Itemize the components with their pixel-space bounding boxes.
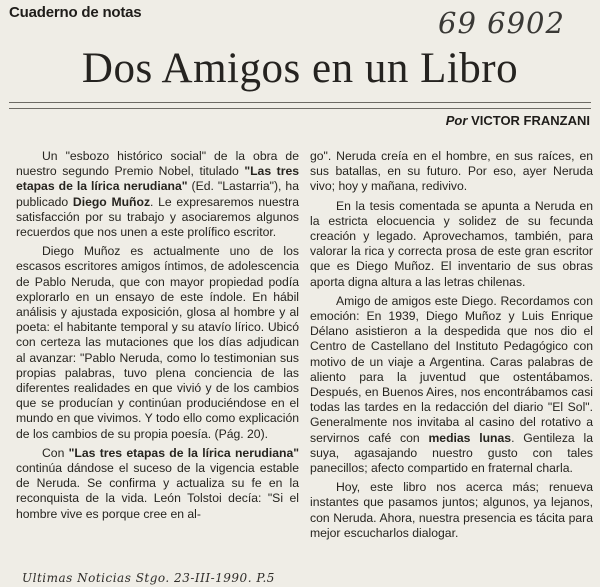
paragraph	[310, 294, 593, 476]
paragraph: En la tesis comentada se apunta a Neruda en la estricta elocuencia y solidez de su fecunda creación y legado. Aprovechamos, también, para valorar la rica y correcta prosa de este gran escritor que es Diego Muñoz. El inventario de sus obras aporta digna altura a las letras chilenas.	[310, 198, 593, 289]
paragraph: Diego Muñoz es actualmente uno de los escasos escritores amigos íntimos, de adolescencia de Pablo Neruda, que con mayor propiedad podía explorarlo en un ensayo de este índole. En hábil análisis y ajustada exposición, glosa al hombre y al poeta: el habitante temporal y su atavío lírico. Ubicó con certeza las mutaciones que los días adjudican al avanzar: "Pablo Neruda, como lo testimonian sus propias palabras, tuvo plena conciencia de las diferentes realidades en que vivió y de los cambios que se producían y continúan produciéndose en el mundo en que vivimos. Y todo ello como explicación de los cambios de su propia poesía. (Pág. 20).	[16, 244, 299, 441]
author-name-bold: Diego Muñoz	[72, 194, 151, 209]
byline-prefix: Por	[445, 113, 468, 128]
handwritten-catalog-number: 69 6902	[438, 6, 565, 40]
text-run: Amigo de amigos este Diego. Recordamos con emoción: En 1939, Diego Muñoz y Luis Enrique Délano asistieron a la despedida que nos dio el Centro de Castellano del Instituto Pedagógico con motivo de un viaje a Argentina. Caras palabras de aliento para la juventud que ostentábamos. Después, en Buenos Aires, nos encontrábamos casi todas las tardes en la redacción del diario "El Sol". Generalmente nos invitaba al casino del rotativo a servirnos café con	[310, 293, 593, 445]
text-run: Un "esbozo histórico social" de la obra de nuestro segundo Premio Nobel, titulado	[16, 149, 299, 179]
paragraph	[16, 149, 299, 240]
paragraph: Hoy, este libro nos acerca más; renueva instantes que pasamos juntos; algunos, ya lejanos, con Neruda. Ahora, nuestra presencia es tácita para mejor escucharlos dialogar.	[310, 480, 593, 540]
handwritten-source-note: Ultimas Noticias Stgo. 23-III-1990. P.5	[22, 571, 275, 585]
section-label: Cuaderno de notas	[9, 4, 142, 21]
paragraph: go". Neruda creía en el hombre, en sus raíces, en sus batallas, en su futuro. Por eso, ayer Neruda vivo; hoy y mañana, redivivo.	[310, 149, 593, 194]
article-column-left	[16, 149, 299, 526]
text-run: . Le expresaremos nuestra satisfacción por su trabajo y asociaremos algunos recuerdos que nos unen a este prolífico escritor.	[16, 194, 299, 240]
text-run: (Ed. "Lastarria"), ha publicado	[16, 179, 299, 209]
article-title: Dos Amigos en un Libro	[81, 45, 519, 92]
byline	[446, 113, 590, 128]
byline-author: VICTOR FRANZANI	[471, 113, 590, 128]
paragraph	[16, 446, 299, 522]
article-column-right	[310, 149, 593, 545]
text-run: continúa dándose el suceso de la vigencia estable de Neruda. Se confirma y actualiza su fe en la reconquista de la vida. León Tolstoi decía: "Si el hombre vive es porque cree en al-	[16, 461, 299, 521]
emphasis-bold: medias lunas	[428, 430, 512, 445]
title-divider	[9, 102, 591, 109]
book-title-bold: "Las tres etapas de la lírica nerudiana"	[16, 164, 299, 194]
text-run: . Gentileza la suya, agasajando nuestro gusto con tales panecillos; afecto compartido en fraternal charla.	[310, 430, 593, 476]
book-title-bold: "Las tres etapas de la lírica nerudiana"	[68, 445, 300, 460]
text-run: Con	[42, 445, 69, 460]
